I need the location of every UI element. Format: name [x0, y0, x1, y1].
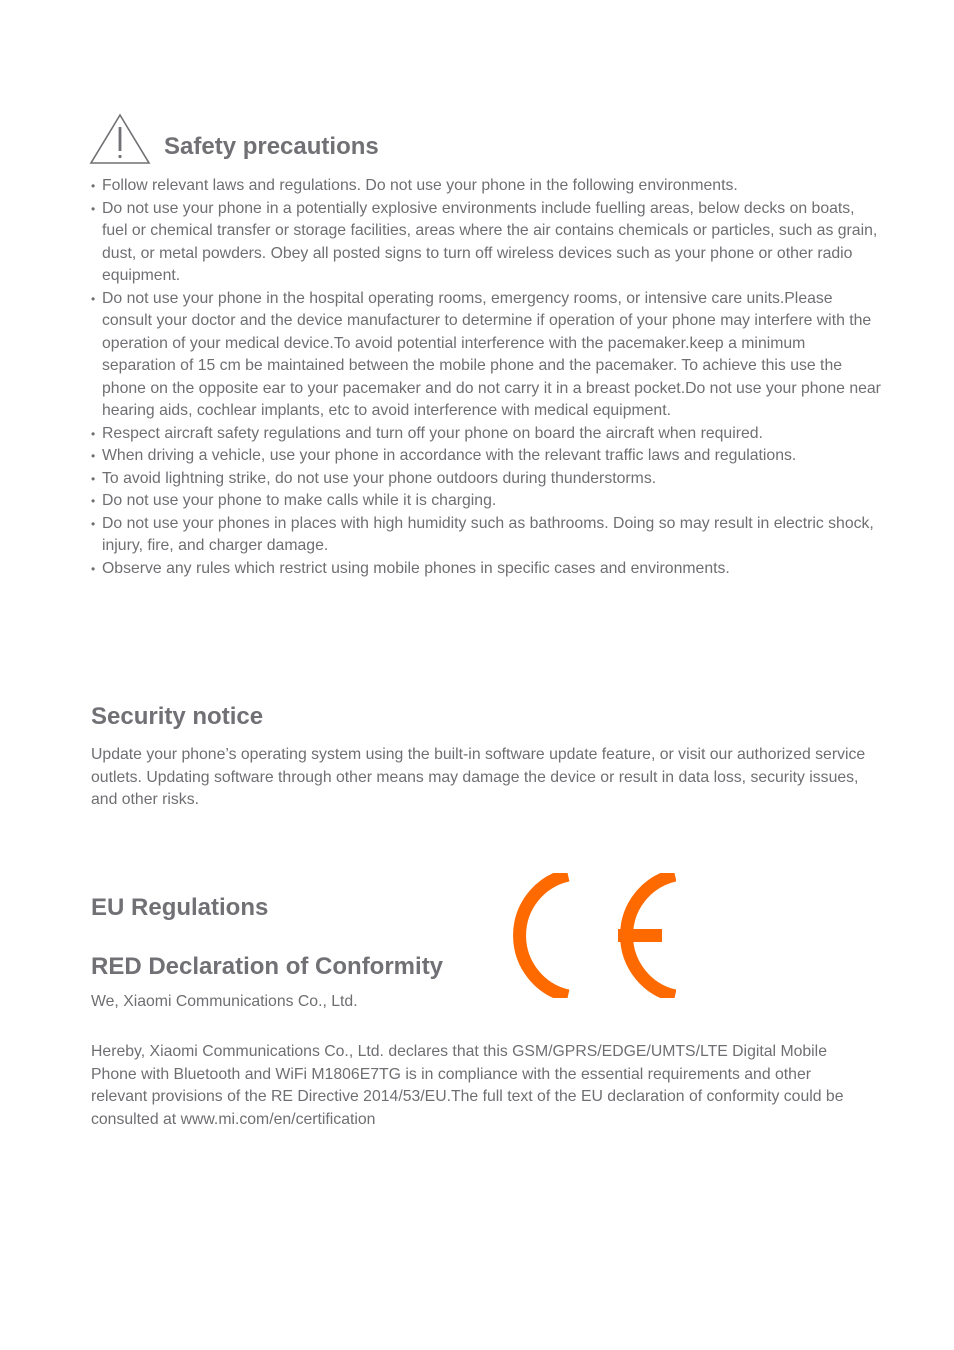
- bullet-dot-icon: •: [91, 494, 96, 508]
- security-notice-text: Update your phone’s operating system using the built-in software update feature, or visit our authorized service outlets. Updating software through other means may damage the device or result in data loss, security issues, and other risks.: [91, 746, 866, 808]
- safety-item-text: To avoid lightning strike, do not use your phone outdoors during thunderstorms.: [102, 469, 657, 487]
- safety-item-text: Observe any rules which restrict using mobile phones in specific cases and environments.: [102, 559, 730, 577]
- bullet-dot-icon: •: [91, 179, 96, 193]
- safety-item-text: Do not use your phone in the hospital operating rooms, emergency rooms, or intensive care units.Please consult your doctor and the device manufacturer to determine if operation of your phone may interfere with the operation of your medical device.To avoid potential interference with the pacemaker.keep a minimum separation of 15 cm be maintained between the mobile phone and the pacemaker. To achieve this use the phone on the opposite ear to your pacemaker and do not carry it in a breast pocket.Do not use your phone near hearing aids, cochlear implants, etc to avoid interference with medical equipment.: [102, 289, 881, 419]
- declaration-text: Hereby, Xiaomi Communications Co., Ltd. declares that this GSM/GPRS/EDGE/UMTS/LTE Digital Mobile Phone with Bluetooth and WiFi M1806E7TG is in compliance with the essential requirements and other relevant provisions of the RE Directive 2014/53/EU.The full text of the EU declaration of conformity could be consulted at www.mi.com/en/certification: [91, 1043, 844, 1128]
- bullet-dot-icon: •: [91, 449, 96, 463]
- safety-item-text: Follow relevant laws and regulations. Do not use your phone in the following environments.: [102, 177, 738, 194]
- safety-precautions-title: Safety precautions: [164, 133, 379, 160]
- safety-item-text: When driving a vehicle, use your phone in accordance with the relevant traffic laws and regulations.: [102, 447, 797, 464]
- safety-precautions-list: [91, 175, 881, 580]
- safety-list-item: [91, 175, 881, 198]
- safety-list-item: [91, 490, 881, 513]
- safety-list-item: [91, 423, 881, 446]
- bullet-dot-icon: •: [91, 561, 96, 576]
- safety-list-item: [91, 468, 881, 491]
- bullet-dot-icon: •: [91, 201, 96, 216]
- bullet-dot-icon: •: [91, 471, 96, 486]
- safety-list-item: [91, 558, 881, 581]
- safety-list-item: [91, 288, 881, 423]
- manufacturer-statement: We, Xiaomi Communications Co., Ltd.: [91, 993, 358, 1010]
- warning-triangle-icon: [89, 113, 151, 165]
- safety-list-item: [91, 198, 881, 288]
- safety-item-text: Do not use your phones in places with high humidity such as bathrooms. Doing so may result in electric shock, injury, fire, and charger damage.: [102, 514, 874, 554]
- safety-item-text: Do not use your phone in a potentially explosive environments include fuelling areas, below decks on boats, fuel or chemical transfer or storage facilities, areas where the air contains chemicals or particles, such as grain, dust, or metal powders. Obey all posted signs to turn off wireless devices such as your phone or other radio equipment.: [102, 199, 878, 284]
- security-notice-title: Security notice: [91, 703, 264, 730]
- bullet-dot-icon: •: [91, 426, 96, 441]
- bullet-dot-icon: •: [91, 516, 96, 531]
- safety-item-text: Do not use your phone to make calls while it is charging.: [102, 492, 497, 509]
- red-declaration-title: RED Declaration of Conformity: [91, 953, 444, 980]
- eu-regulations-title: EU Regulations: [91, 894, 269, 921]
- safety-list-item: [91, 513, 881, 558]
- safety-list-item: [91, 445, 881, 468]
- bullet-dot-icon: •: [91, 291, 96, 306]
- safety-item-text: Respect aircraft safety regulations and turn off your phone on board the aircraft when required.: [102, 424, 763, 442]
- ce-mark-icon: [500, 873, 676, 998]
